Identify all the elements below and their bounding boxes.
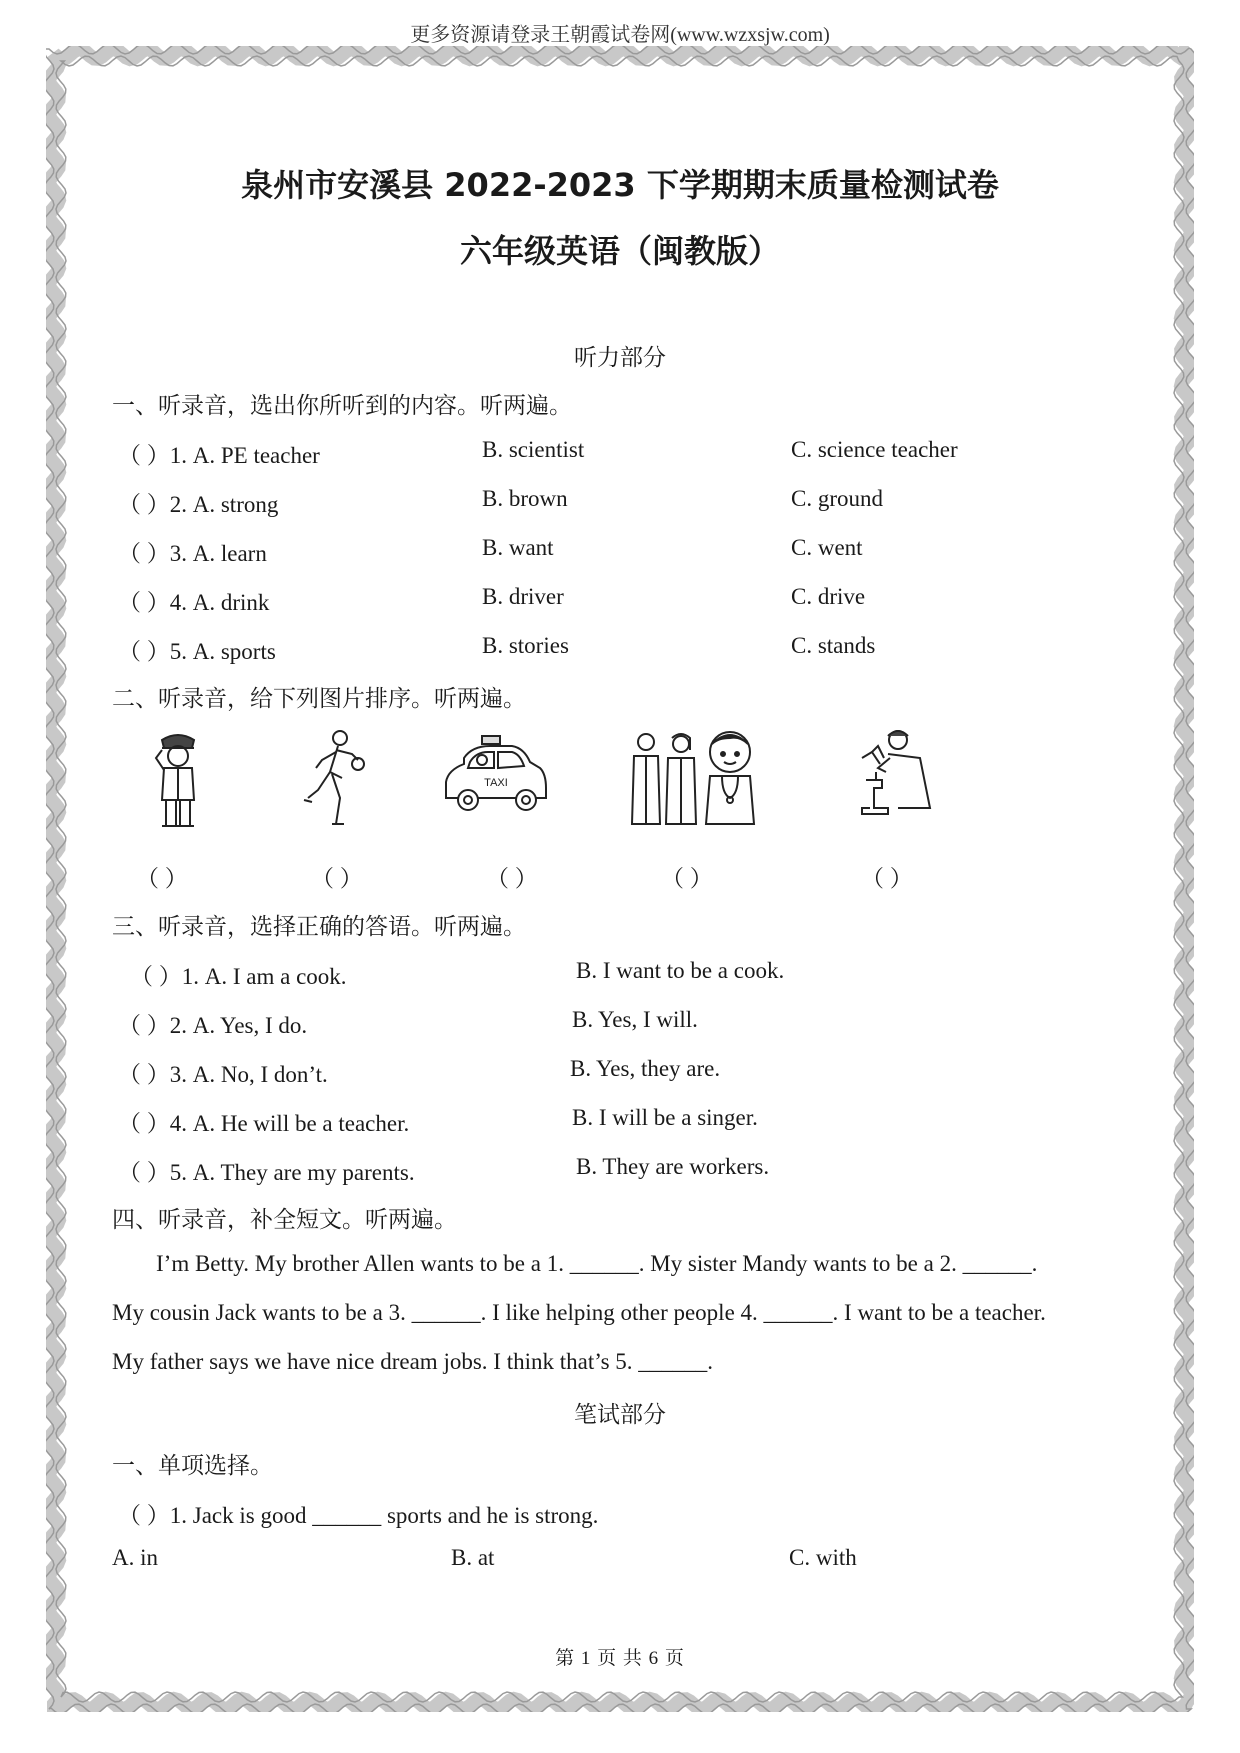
taxi-driver-icon xyxy=(442,728,550,830)
question-stem: （ ）4. A. drink xyxy=(118,590,270,615)
picture-answer-blank-2[interactable]: （ ） xyxy=(311,866,363,891)
policeman-icon xyxy=(148,728,208,830)
option-b: B. stories xyxy=(482,633,569,658)
cloze-line-2: My cousin Jack wants to be a 3. ______. I like helping other people 4. ______. I want to be a teacher. xyxy=(112,1300,1046,1325)
option-c: C. science teacher xyxy=(791,437,958,462)
picture-answer-blank-3[interactable]: （ ） xyxy=(486,866,538,891)
listening-part-header: 听力部分 xyxy=(574,345,666,371)
question-stem: （ ）3. A. learn xyxy=(118,541,267,566)
option-b: B. Yes, they are. xyxy=(570,1056,721,1081)
question-stem: （ ）1. A. I am a cook. xyxy=(130,964,347,989)
picture-answer-blank-4[interactable]: （ ） xyxy=(661,866,713,891)
option-c: C. drive xyxy=(791,584,866,609)
question-stem: （ ）2. A. Yes, I do. xyxy=(118,1013,308,1038)
option-b: B. I want to be a cook. xyxy=(576,958,785,983)
option-b: B. They are workers. xyxy=(576,1154,770,1179)
option-b: B. at xyxy=(451,1545,495,1570)
option-b: B. brown xyxy=(482,486,568,511)
option-b: B. Yes, I will. xyxy=(572,1007,698,1032)
section-3-heading: 三、听录音，选择正确的答语。听两遍。 xyxy=(112,914,526,940)
doctors-icon xyxy=(626,728,766,830)
question-stem: （ ）4. A. He will be a teacher. xyxy=(118,1111,410,1136)
option-a: A. in xyxy=(112,1545,158,1570)
section-2-heading: 二、听录音，给下列图片排序。听两遍。 xyxy=(112,686,526,712)
question-stem: （ ）1. A. PE teacher xyxy=(118,443,320,468)
option-c: C. ground xyxy=(791,486,883,511)
option-c: C. with xyxy=(789,1545,857,1570)
basketball-player-icon xyxy=(296,728,370,830)
taxi-sign: TAXI xyxy=(484,777,508,789)
option-c: C. went xyxy=(791,535,863,560)
exam-subtitle: 六年级英语（闽教版） xyxy=(459,232,780,270)
cloze-line-1: I’m Betty. My brother Allen wants to be a 1. ______. My sister Mandy wants to be a 2. ______. xyxy=(156,1251,1038,1276)
section-1-heading: 一、听录音，选出你所听到的内容。听两遍。 xyxy=(112,393,572,419)
option-b: B. scientist xyxy=(482,437,585,462)
exam-title: 泉州市安溪县 2022-2023 下学期期末质量检测试卷 xyxy=(241,166,999,204)
picture-answer-blank-5[interactable]: （ ） xyxy=(861,866,913,891)
option-b: B. driver xyxy=(482,584,564,609)
question-stem: （ ）5. A. sports xyxy=(118,639,276,664)
written-section-1-heading: 一、单项选择。 xyxy=(112,1453,273,1479)
scientist-icon xyxy=(858,728,938,830)
question-stem: （ ）3. A. No, I don’t. xyxy=(118,1062,328,1087)
page-footer: 第 1 页 共 6 页 xyxy=(555,1648,685,1669)
option-b: B. want xyxy=(482,535,554,560)
question-stem: （ ）2. A. strong xyxy=(118,492,279,517)
written-part-header: 笔试部分 xyxy=(574,1402,666,1428)
section-4-heading: 四、听录音，补全短文。听两遍。 xyxy=(112,1207,457,1233)
option-c: C. stands xyxy=(791,633,876,658)
question-stem: （ ）1. Jack is good ______ sports and he is strong. xyxy=(118,1503,599,1528)
question-stem: （ ）5. A. They are my parents. xyxy=(118,1160,415,1185)
option-b: B. I will be a singer. xyxy=(572,1105,758,1130)
picture-answer-blank-1[interactable]: （ ） xyxy=(136,866,188,891)
source-note: 更多资源请登录王朝霞试卷网(www.wzxsjw.com) xyxy=(410,24,830,46)
cloze-line-3: My father says we have nice dream jobs. I think that’s 5. ______. xyxy=(112,1349,714,1374)
